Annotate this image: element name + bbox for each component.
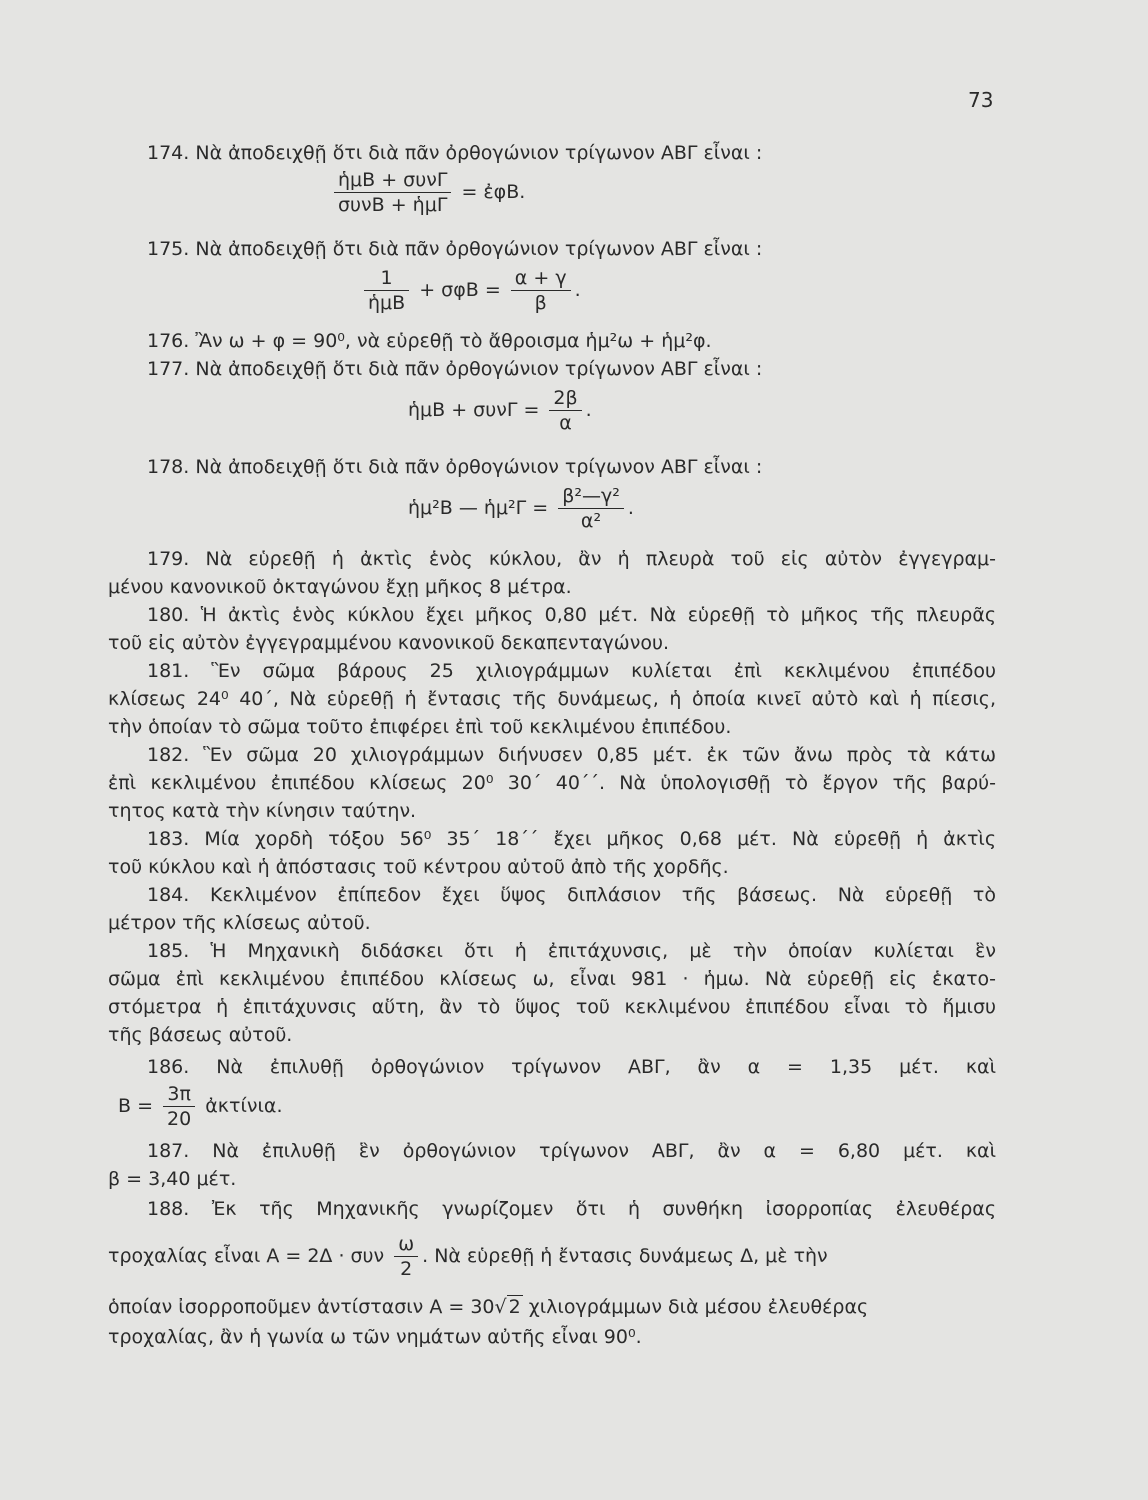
problem-188-line-1: [147, 1196, 996, 1222]
problem-text: Νὰ ἀποδειχθῇ ὅτι διὰ πᾶν ὀρθογώνιον τρίγωνον ΑΒΓ εἶναι :: [195, 142, 763, 164]
problem-176: [147, 328, 996, 354]
fraction: [511, 266, 571, 315]
fraction: [163, 1082, 195, 1131]
denominator: α: [559, 412, 572, 434]
problem-number: 177.: [147, 358, 190, 380]
problem-text: Νὰ ἐπιλυθῇ ὀρθογώνιον τρίγωνον ΑΒΓ, ἂν α = 1,35 μέτ. καὶ: [216, 1056, 996, 1078]
denominator: β: [534, 292, 547, 314]
problem-187-line-1: [147, 1138, 996, 1164]
problem-179-line-2: μένου κανονικοῦ ὀκταγώνου ἔχῃ μῆκος 8 μέτρα.: [108, 576, 572, 598]
problem-text: Ἓν σῶμα βάρους 25 χιλιογράμμων κυλίεται ἐπὶ κεκλιμένου ἐπιπέδου: [211, 660, 996, 682]
problem-text: Νὰ ἀποδειχθῇ ὅτι διὰ πᾶν ὀρθογώνιον τρίγωνον ΑΒΓ εἶναι :: [195, 358, 763, 380]
formula-lhs: ἡμΒ + συνΓ =: [408, 399, 540, 421]
problem-number: 176.: [147, 330, 190, 352]
problem-number: 186.: [147, 1056, 190, 1078]
problem-181-line-3: τὴν ὁποίαν τὸ σῶμα τοῦτο ἐπιφέρει ἐπὶ τοῦ κεκλιμένου ἐπιπέδου.: [108, 716, 732, 738]
text-segment: τροχαλίας εἶναι Α = 2Δ · συν: [108, 1245, 385, 1267]
problem-text: Ἂν ω + φ = 90⁰, νὰ εὑρεθῇ τὸ ἄθροισμα ἡμ²ω + ἡμ²φ.: [195, 330, 712, 352]
fraction: [364, 266, 409, 315]
problem-text: Νὰ εὑρεθῇ ἡ ἀκτὶς ἑνὸς κύκλου, ἂν ἡ πλευρὰ τοῦ εἰς αὐτὸν ἐγγεγραμ-: [205, 548, 996, 570]
text-segment: ὁποίαν ἰσορροποῦμεν ἀντίστασιν Α = 30: [108, 1296, 495, 1318]
formula-177: [408, 386, 592, 435]
problem-text: Νὰ ἀποδειχθῇ ὅτι διὰ πᾶν ὀρθογώνιον τρίγωνον ΑΒΓ εἶναι :: [195, 238, 763, 260]
problem-187-line-2: β = 3,40 μέτ.: [108, 1168, 237, 1190]
problem-number: 175.: [147, 238, 190, 260]
problem-185-line-4: τῆς βάσεως αὐτοῦ.: [108, 1024, 293, 1046]
denominator: συνΒ + ἡμΓ: [338, 194, 448, 216]
formula-lhs: ἡμ²Β — ἡμ²Γ =: [408, 497, 549, 519]
text-segment: . Νὰ εὑρεθῇ ἡ ἔντασις δυνάμεως Δ, μὲ τὴν: [422, 1245, 828, 1267]
fraction: [558, 484, 624, 533]
problem-183-line-2: τοῦ κύκλου καὶ ἡ ἀπόστασις τοῦ κέντρου αὐτοῦ ἀπὸ τῆς χορδῆς.: [108, 856, 729, 878]
problem-number: 180.: [147, 604, 190, 626]
fraction: [334, 168, 451, 217]
fraction: [394, 1232, 418, 1281]
problem-182-line-3: τητος κατὰ τὴν κίνησιν ταύτην.: [108, 800, 417, 822]
fraction: [549, 386, 581, 435]
numerator: 1: [364, 266, 409, 291]
problem-text: Νὰ ἐπιλυθῇ ἓν ὀρθογώνιον τρίγωνον ΑΒΓ, ἂν α = 6,80 μέτ. καὶ: [212, 1140, 996, 1162]
problem-182-line-2: ἐπὶ κεκλιμένου ἐπιπέδου κλίσεως 20⁰ 30΄ 40΄΄. Νὰ ὑπολογισθῇ τὸ ἔργον τῆς βαρύ-: [108, 772, 996, 794]
problem-180-line-1: [147, 602, 996, 628]
formula-rhs: ἀκτίνια.: [205, 1095, 283, 1117]
problem-number: 188.: [147, 1198, 190, 1220]
problem-186-line-1: [147, 1054, 996, 1080]
problem-181-line-1: [147, 658, 996, 684]
numerator: 3π: [163, 1082, 195, 1107]
problem-184-line-2: μέτρον τῆς κλίσεως αὐτοῦ.: [108, 912, 371, 934]
problem-178: [147, 454, 996, 480]
sqrt-radicand: 2: [508, 1296, 521, 1318]
problem-number: 187.: [147, 1140, 190, 1162]
formula-174: [330, 168, 525, 217]
problem-number: 179.: [147, 548, 190, 570]
problem-number: 183.: [147, 828, 190, 850]
problem-number: 174.: [147, 142, 190, 164]
problem-181-line-2: κλίσεως 24⁰ 40΄, Νὰ εὑρεθῇ ἡ ἔντασις τῆς δυνάμεως, ἡ ὁποία κινεῖ αὐτὸ καὶ ἡ πίεσις,: [108, 688, 996, 710]
problem-number: 182.: [147, 744, 190, 766]
numerator: ω: [394, 1232, 418, 1257]
problem-188-line-3: [108, 1294, 996, 1320]
formula-lhs: Β =: [118, 1095, 153, 1117]
problem-text: Ἐκ τῆς Μηχανικῆς γνωρίζομεν ὅτι ἡ συνθήκη ἰσορροπίας ἐλευθέρας: [211, 1198, 996, 1220]
page-number: 73: [968, 88, 994, 112]
problem-184-line-1: [147, 882, 996, 908]
problem-number: 184.: [147, 884, 190, 906]
problem-text: Κεκλιμένον ἐπίπεδον ἔχει ὕψος διπλάσιον τῆς βάσεως. Νὰ εὑρεθῇ τὸ: [209, 884, 996, 906]
problem-182-line-1: [147, 742, 996, 768]
problem-number: 181.: [147, 660, 190, 682]
problem-text: Μία χορδὴ τόξου 56⁰ 35΄ 18΄΄ ἔχει μῆκος 0,68 μέτ. Νὰ εὑρεθῇ ἡ ἀκτὶς: [204, 828, 996, 850]
formula-end: .: [574, 279, 581, 301]
problem-185-line-2: σῶμα ἐπὶ κεκλιμένου ἐπιπέδου κλίσεως ω, εἶναι 981 · ἡμω. Νὰ εὑρεθῇ εἰς ἑκατο-: [108, 968, 996, 990]
problem-174: [147, 140, 996, 166]
problem-188-line-2: [108, 1232, 828, 1281]
problem-183-line-1: [147, 826, 996, 852]
problem-text: Ἡ Μηχανικὴ διδάσκει ὅτι ἡ ἐπιτάχυνσις, μὲ τὴν ὁποίαν κυλίεται ἓν: [210, 940, 996, 962]
formula-end: .: [627, 497, 634, 519]
problem-185-line-3: στόμετρα ἡ ἐπιτάχυνσις αὕτη, ἂν τὸ ὕψος τοῦ κεκλιμένου ἐπιπέδου εἶναι τὸ ἥμισυ: [108, 996, 996, 1018]
problem-text: Ἡ ἀκτὶς ἑνὸς κύκλου ἔχει μῆκος 0,80 μέτ. Νὰ εὑρεθῇ τὸ μῆκος τῆς πλευρᾶς: [200, 604, 996, 626]
problem-number: 185.: [147, 940, 190, 962]
problem-185-line-1: [147, 938, 996, 964]
denominator: ἡμΒ: [368, 292, 406, 314]
formula-mid: + σφΒ =: [419, 279, 501, 301]
text-segment: χιλιογράμμων διὰ μέσου ἐλευθέρας: [522, 1296, 869, 1318]
formula-rhs: = ἐφΒ.: [461, 181, 526, 203]
formula-175: [360, 266, 581, 315]
problem-number: 178.: [147, 456, 190, 478]
problem-188-line-4: τροχαλίας, ἂν ἡ γωνία ω τῶν νημάτων αὐτῆς εἶναι 90⁰.: [108, 1326, 642, 1348]
problem-179-line-1: [147, 546, 996, 572]
problem-175: [147, 236, 996, 262]
numerator: β²—γ²: [558, 484, 624, 509]
problem-177: [147, 356, 996, 382]
numerator: ἡμΒ + συνΓ: [334, 168, 451, 193]
numerator: 2β: [549, 386, 581, 411]
formula-178: [408, 484, 634, 533]
denominator: 2: [400, 1258, 413, 1280]
denominator: 20: [167, 1108, 192, 1130]
numerator: α + γ: [511, 266, 571, 291]
problem-180-line-2: τοῦ εἰς αὐτὸν ἐγγεγραμμένου κανονικοῦ δεκαπενταγώνου.: [108, 632, 669, 654]
problem-text: Νὰ ἀποδειχθῇ ὅτι διὰ πᾶν ὀρθογώνιον τρίγωνον ΑΒΓ εἶναι :: [195, 456, 763, 478]
formula-end: .: [585, 399, 592, 421]
sqrt-symbol: √: [494, 1296, 507, 1318]
problem-text: Ἓν σῶμα 20 χιλιογράμμων διήνυσεν 0,85 μέτ. ἐκ τῶν ἄνω πρὸς τὰ κάτω: [203, 744, 997, 766]
denominator: α²: [580, 510, 602, 532]
formula-186: [118, 1082, 282, 1131]
